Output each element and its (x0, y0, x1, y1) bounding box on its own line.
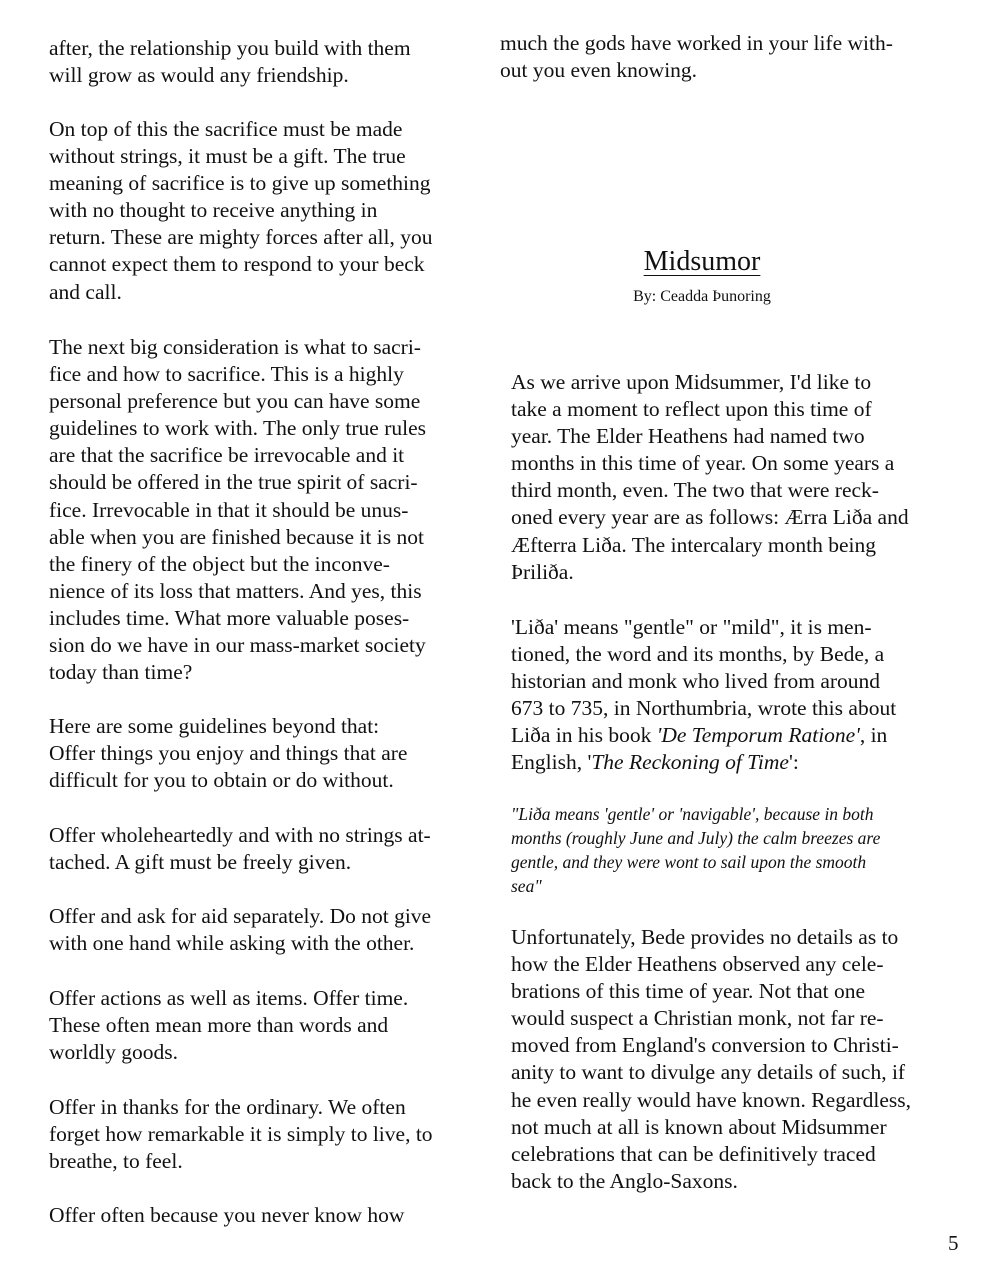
left-paragraph-1: after, the relationship you build with them will grow as would any friendship. (49, 36, 411, 88)
paragraph-2-middle: , in English, ' (511, 723, 888, 775)
left-paragraph-9: Offer often because you never know how (49, 1203, 405, 1227)
continuation-paragraph: much the gods have worked in your life with- out you even knowing. (500, 31, 893, 83)
page-number: 5 (948, 1231, 959, 1255)
work-title: 'De Temporum Ratione' (656, 723, 860, 748)
left-paragraph-8: Offer in thanks for the ordinary. We often forget how remarkable it is simply to live, to breathe, to feel. (49, 1095, 433, 1174)
left-paragraph-4: Here are some guidelines beyond that: Offer things you enjoy and things that are difficult for you to obtain or do without. (49, 714, 408, 793)
article-paragraph-2 (511, 614, 896, 777)
left-paragraph-2: On top of this the sacrifice must be made without strings, it must be a gift. The true meaning of sacrifice is to give up something with no thought to receive anything in return. These are mighty forces after all, you cannot expect them to respond to your beck and call. (49, 117, 433, 304)
paragraph-2-start: 'Liða' means "gentle" or "mild", it is men- tioned, the word and its months, by Bede, a historian and monk who lived from around 673 to 735, in Northumbria, wrote this about Liða in his book (511, 615, 897, 748)
left-paragraph-3: The next big consideration is what to sacri- fice and how to sacrifice. This is a highly personal preference but you can have some guidelines to work with. The only true rules are that the sacrifice be irrevocable and it should be offered in the true spirit of sacri- fice. Irrevocable in that it should be unus- able when you are finished because it is not the finery of the object but the inconve- nience of its loss that matters. And yes, this includes time. What more valuable poses- sion do we have in our mass-market society today than time? (49, 335, 426, 685)
article-title-text: Midsumor (643, 246, 761, 277)
article-byline: By: Ceadda Þunoring (633, 288, 771, 305)
article-paragraph-1: As we arrive upon Midsummer, I'd like to take a moment to reflect upon this time of year. The Elder Heathens had named two months in this time of year. On some years a third month, even. The two that were reck- oned every year are as follows: Ærra Liða and Æfterra Liða. The intercalary month being Þriliða. (511, 370, 909, 584)
article-title (500, 244, 904, 280)
paragraph-2-end: ': (788, 750, 799, 775)
work-translation: The Reckoning of Time (591, 750, 789, 775)
left-paragraph-6: Offer and ask for aid separately. Do not give with one hand while asking with the other. (49, 904, 432, 956)
article-paragraph-3: Unfortunately, Bede provides no details as to how the Elder Heathens observed any cele- brations of this time of year. Not that one would suspect a Christian monk, not far re- moved from England's conversion to Christi- anity to want to divulge any details of such, if he even really would have known. Regardless, not much at all is known about Midsummer celebrations that can be definitively traced back to the Anglo-Saxons. (511, 925, 912, 1193)
left-paragraph-7: Offer actions as well as items. Offer time. These often mean more than words and worldly goods. (49, 986, 409, 1065)
left-paragraph-5: Offer wholeheartedly and with no strings at- tached. A gift must be freely given. (49, 823, 431, 875)
bede-quote: "Liða means 'gentle' or 'navigable', because in both months (roughly June and July) the calm breezes are gentle, and they were wont to sail upon the smooth sea" (511, 804, 881, 896)
